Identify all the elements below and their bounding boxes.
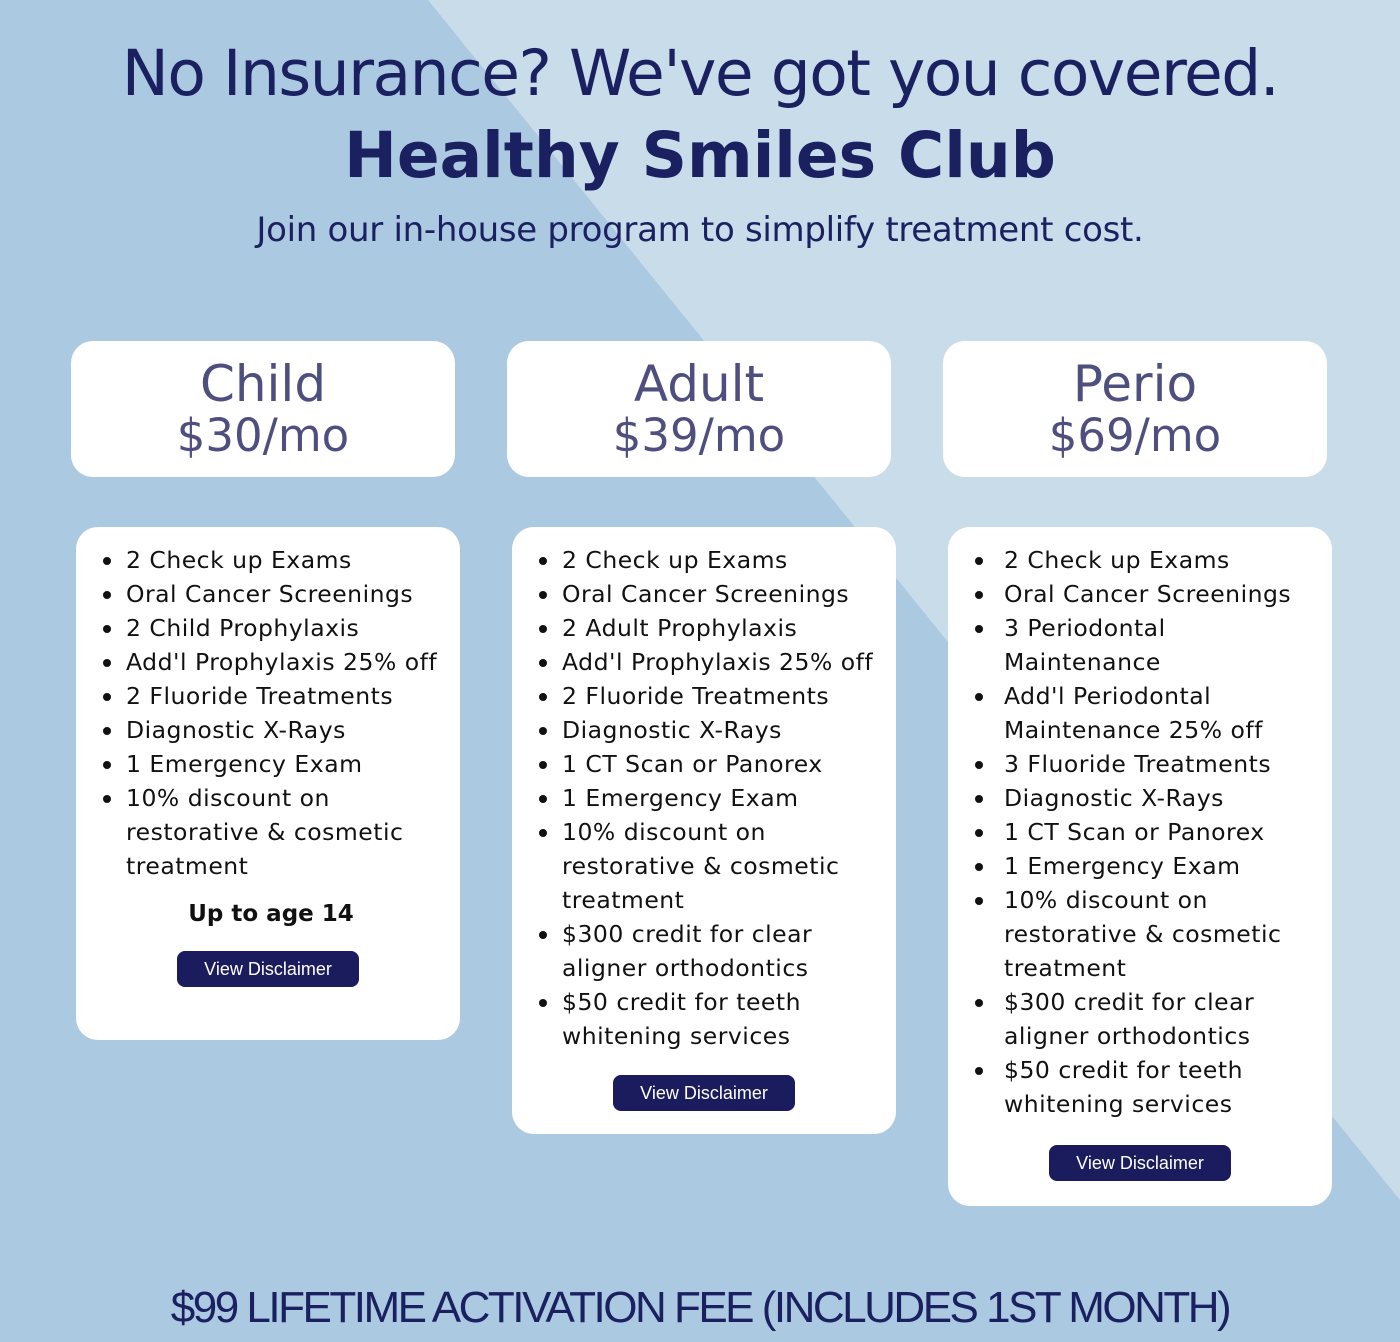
activation-fee-banner: $99 LIFETIME ACTIVATION FEE (INCLUDES 1ST MONTH)	[170, 1283, 1230, 1332]
benefit-item: 1 Emergency Exam	[512, 781, 896, 815]
benefit-item: $300 credit for clear aligner orthodontics	[512, 917, 896, 985]
plan-card-perio	[948, 527, 1332, 1206]
plan-price: $39/mo	[612, 409, 786, 462]
view-disclaimer-button-perio[interactable]: View Disclaimer	[1049, 1145, 1231, 1181]
benefit-item: 10% discount on restorative & cosmetic treatment	[76, 781, 460, 883]
view-disclaimer-button-adult[interactable]: View Disclaimer	[613, 1075, 795, 1111]
benefit-item: 3 Periodontal Maintenance	[948, 611, 1332, 679]
benefit-item: $50 credit for teeth whitening services	[512, 985, 896, 1053]
benefit-item: Add'l Periodontal Maintenance 25% off	[948, 679, 1332, 747]
plan-header-perio	[943, 341, 1327, 477]
benefit-item: 1 CT Scan or Panorex	[948, 815, 1332, 849]
benefit-item: Add'l Prophylaxis 25% off	[512, 645, 896, 679]
benefit-item: $50 credit for teeth whitening services	[948, 1053, 1332, 1121]
benefit-item: Diagnostic X-Rays	[512, 713, 896, 747]
headline: No Insurance? We've got you covered.	[121, 37, 1279, 110]
plan-header-child	[71, 341, 455, 477]
plan-price: $30/mo	[176, 409, 350, 462]
benefit-item: Diagnostic X-Rays	[948, 781, 1332, 815]
benefit-list	[512, 527, 896, 1053]
benefit-item: 3 Fluoride Treatments	[948, 747, 1332, 781]
plan-price: $69/mo	[1048, 409, 1222, 462]
age-note: Up to age 14	[188, 901, 354, 927]
benefit-item: 2 Check up Exams	[512, 543, 896, 577]
benefit-item: 2 Fluoride Treatments	[512, 679, 896, 713]
benefit-item: 2 Child Prophylaxis	[76, 611, 460, 645]
benefit-item: 2 Check up Exams	[76, 543, 460, 577]
benefit-item: 10% discount on restorative & cosmetic treatment	[948, 883, 1332, 985]
plan-name: Child	[199, 355, 327, 413]
benefit-item: Diagnostic X-Rays	[76, 713, 460, 747]
benefit-item: Oral Cancer Screenings	[512, 577, 896, 611]
benefit-item: Oral Cancer Screenings	[76, 577, 460, 611]
plan-card-child	[76, 527, 460, 1040]
benefit-item: 10% discount on restorative & cosmetic treatment	[512, 815, 896, 917]
brand-title: Healthy Smiles Club	[344, 119, 1056, 192]
benefit-item: 2 Check up Exams	[948, 543, 1332, 577]
benefit-item: 1 Emergency Exam	[76, 747, 460, 781]
view-disclaimer-button-child[interactable]: View Disclaimer	[177, 951, 359, 987]
benefit-list	[76, 527, 460, 883]
benefit-item: 1 Emergency Exam	[948, 849, 1332, 883]
benefit-item: 2 Fluoride Treatments	[76, 679, 460, 713]
subheadline: Join our in-house program to simplify treatment cost.	[256, 210, 1144, 250]
plan-header-adult	[507, 341, 891, 477]
benefit-item: Oral Cancer Screenings	[948, 577, 1332, 611]
benefit-item: Add'l Prophylaxis 25% off	[76, 645, 460, 679]
benefit-item: 2 Adult Prophylaxis	[512, 611, 896, 645]
plan-name: Perio	[1072, 355, 1198, 413]
benefit-list	[948, 527, 1332, 1121]
benefit-item: $300 credit for clear aligner orthodontics	[948, 985, 1332, 1053]
plan-card-adult	[512, 527, 896, 1134]
benefit-item: 1 CT Scan or Panorex	[512, 747, 896, 781]
plan-name: Adult	[633, 355, 765, 413]
